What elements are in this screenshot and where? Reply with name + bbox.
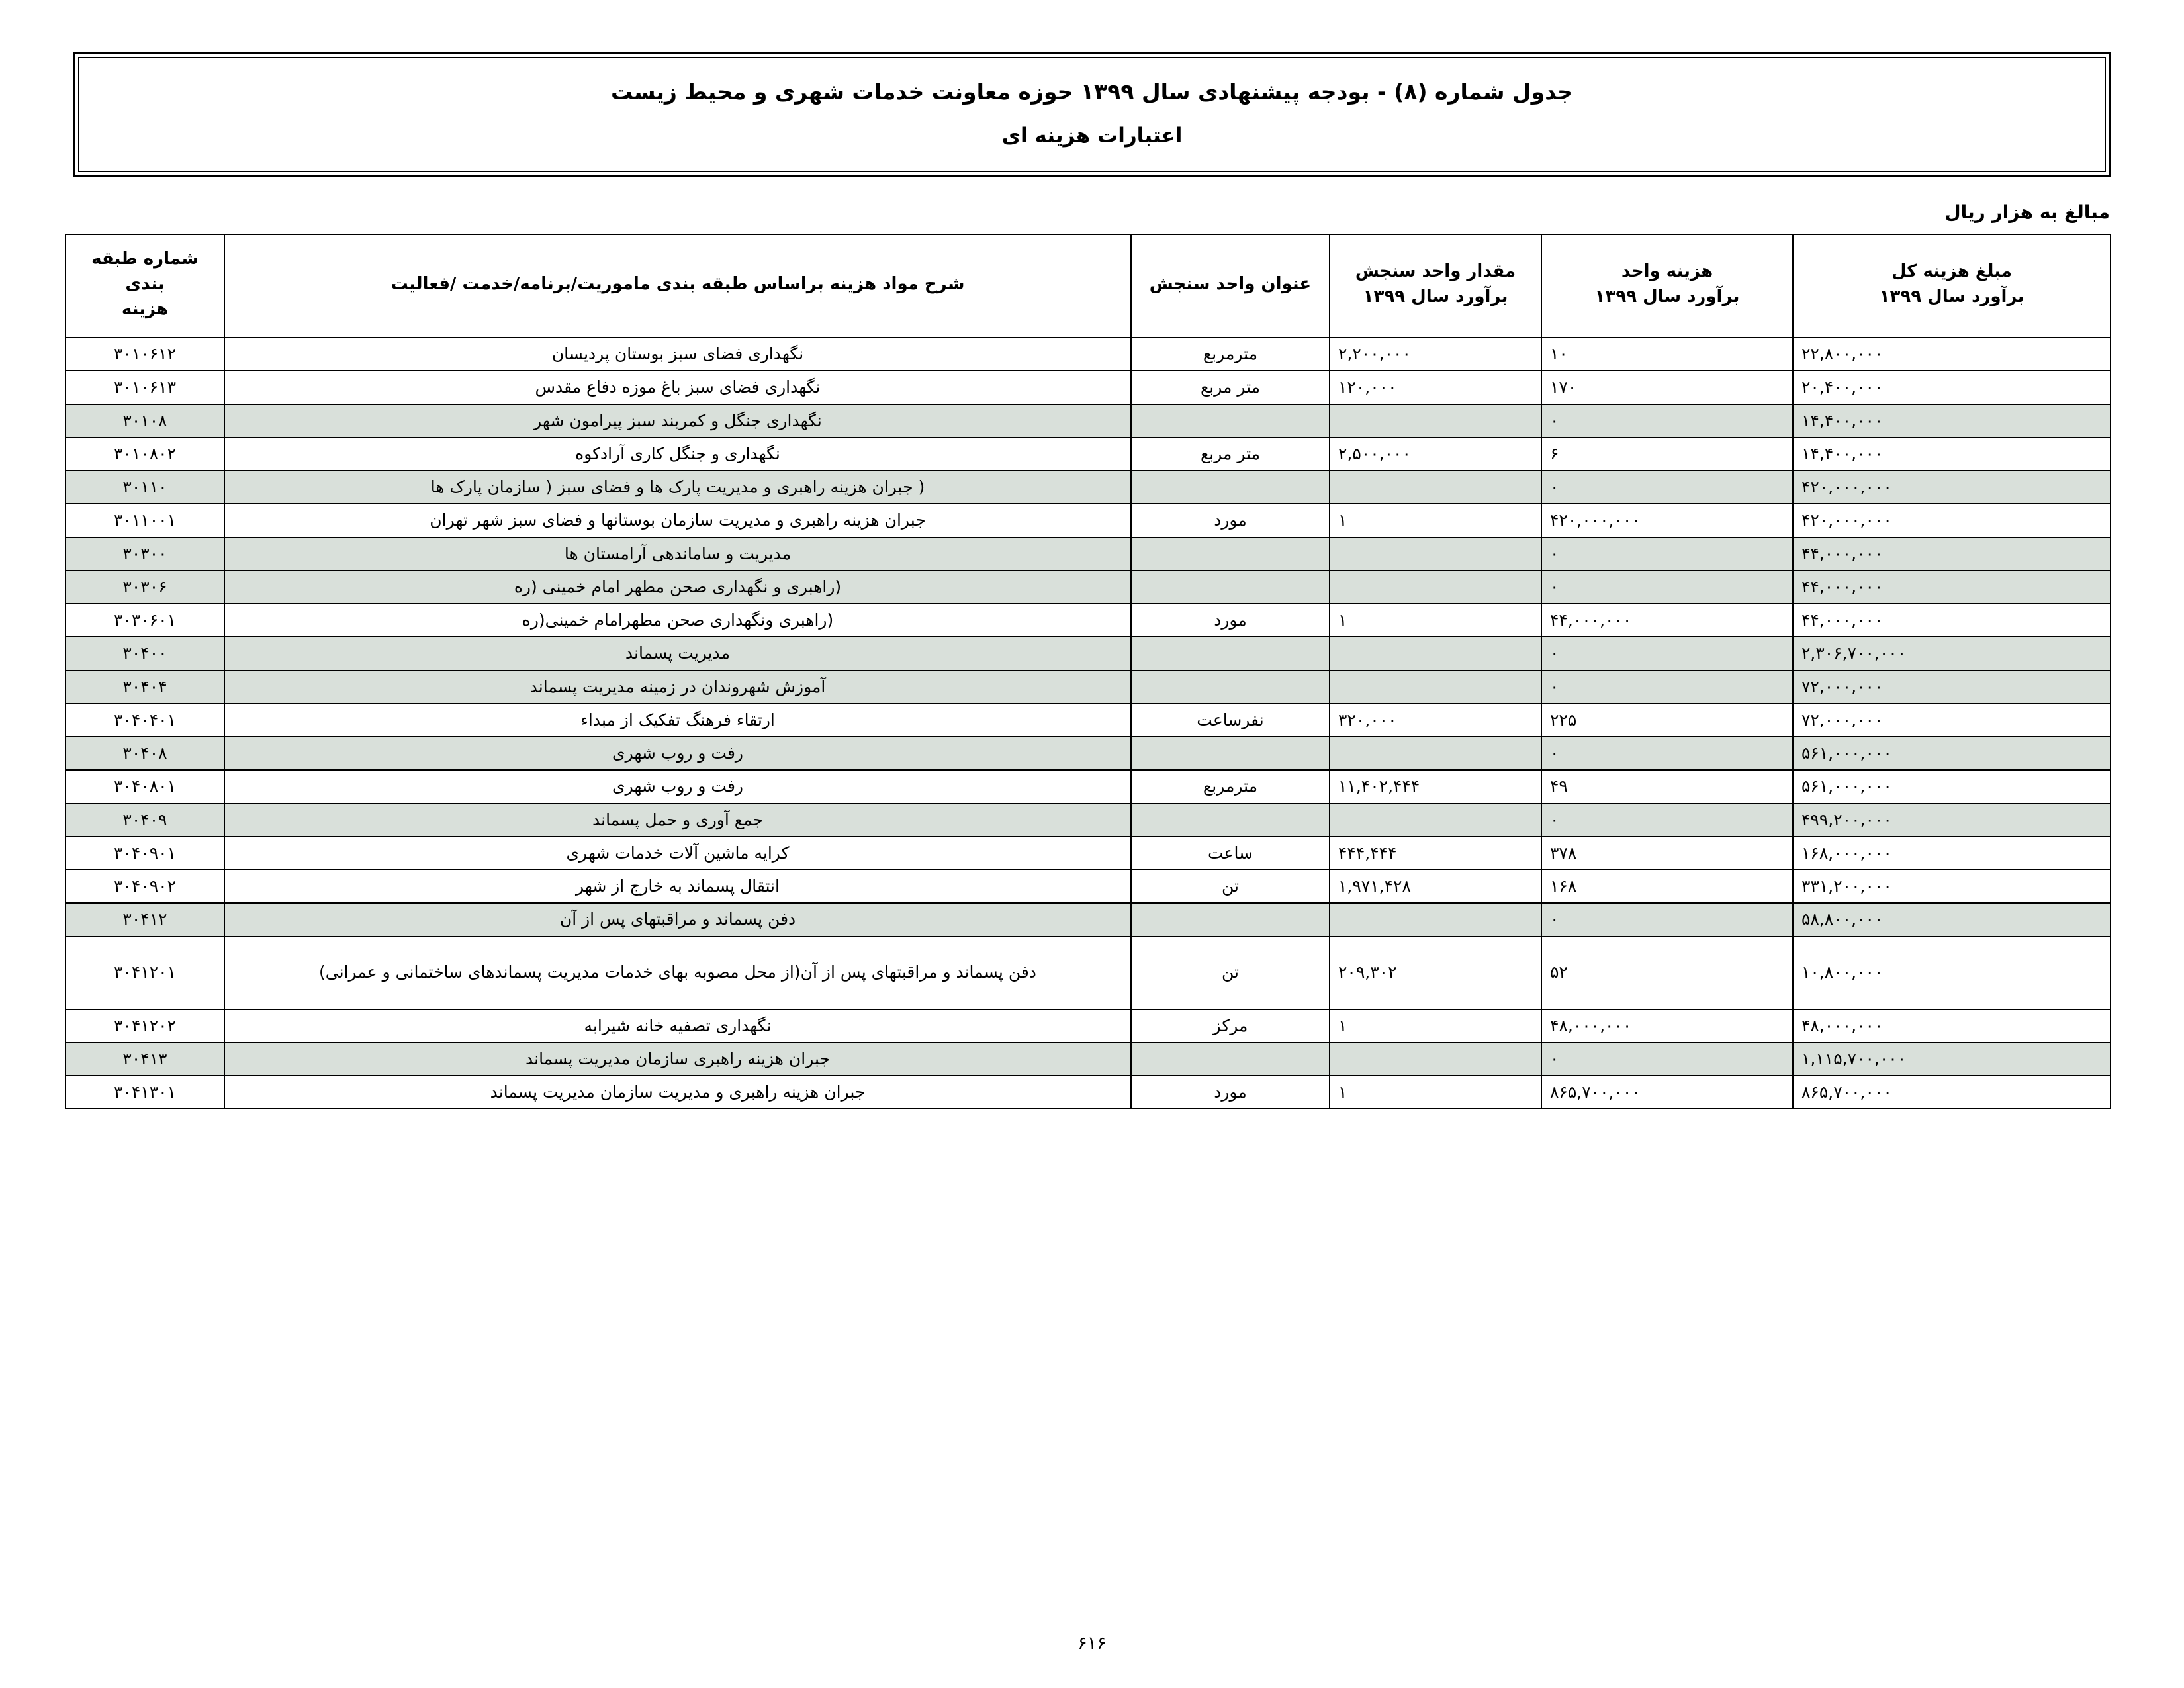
cell-unit-title: [1131, 471, 1330, 504]
cell-unit-title: تن: [1131, 870, 1330, 903]
cell-unit-cost: ۰: [1541, 671, 1793, 704]
cell-description: رفت و روب شهری: [224, 770, 1131, 803]
cell-quantity: [1330, 671, 1541, 704]
table-header-row: [66, 234, 2111, 338]
cell-unit-cost: ۰: [1541, 737, 1793, 770]
cell-code: ۳۰۴۰۸۰۱: [66, 770, 224, 803]
cell-description: نگهداری جنگل و کمربند سبز پیرامون شهر: [224, 404, 1131, 438]
cell-quantity: [1330, 637, 1541, 670]
cell-code: ۳۰۱۱۰: [66, 471, 224, 504]
cell-description: (راهبری و نگهداری صحن مطهر امام خمینی (ره: [224, 571, 1131, 604]
column-header-total-cost-main: مبلغ هزینه کل: [1891, 261, 2012, 282]
currency-unit-note: مبالغ به هزار ریال: [1944, 201, 2110, 223]
column-header-unit-cost-main: هزینه واحد: [1621, 261, 1713, 282]
table-row: [66, 404, 2111, 438]
table-body: [66, 338, 2111, 1109]
cell-description: ( جبران هزینه راهبری و مدیریت پارک ها و فضای سبز ( سازمان پارک ها: [224, 471, 1131, 504]
cell-unit-cost: ۰: [1541, 903, 1793, 936]
table-row: [66, 1009, 2111, 1043]
cell-unit-title: [1131, 1043, 1330, 1076]
cell-total-cost: ۴۲۰,۰۰۰,۰۰۰: [1793, 471, 2111, 504]
cell-unit-cost: ۴۹: [1541, 770, 1793, 803]
column-header-code-sub: هزینه: [121, 299, 169, 319]
cell-code: ۳۰۴۰۴: [66, 671, 224, 704]
cell-code: ۳۰۴۰۹: [66, 804, 224, 837]
cell-unit-title: [1131, 737, 1330, 770]
cell-quantity: [1330, 471, 1541, 504]
cell-unit-title: مرکز: [1131, 1009, 1330, 1043]
table-row: [66, 471, 2111, 504]
cell-unit-title: [1131, 404, 1330, 438]
cell-unit-cost: ۴۲۰,۰۰۰,۰۰۰: [1541, 504, 1793, 537]
table-row: [66, 770, 2111, 803]
cell-description: رفت و روب شهری: [224, 737, 1131, 770]
cell-description: مدیریت پسماند: [224, 637, 1131, 670]
cell-code: ۳۰۳۰۶۰۱: [66, 604, 224, 637]
table-header: [66, 234, 2111, 338]
cell-unit-title: تن: [1131, 937, 1330, 1009]
title-box-inner: [78, 57, 2106, 172]
cell-quantity: [1330, 571, 1541, 604]
cell-unit-title: [1131, 571, 1330, 604]
table-row: [66, 737, 2111, 770]
cell-description: دفن پسماند و مراقبتهای پس از آن: [224, 903, 1131, 936]
cell-description: دفن پسماند و مراقبتهای پس از آن(از محل مصوبه بهای خدمات مدیریت پسماندهای ساختمانی و عمرانی): [224, 937, 1131, 1009]
cell-description: انتقال پسماند به خارج از شهر: [224, 870, 1131, 903]
cell-quantity: ۲۰۹,۳۰۲: [1330, 937, 1541, 1009]
cell-unit-cost: ۰: [1541, 637, 1793, 670]
table-row: [66, 571, 2111, 604]
cell-total-cost: ۱۴,۴۰۰,۰۰۰: [1793, 438, 2111, 471]
table-row: [66, 637, 2111, 670]
cell-total-cost: ۸۶۵,۷۰۰,۰۰۰: [1793, 1076, 2111, 1109]
cell-code: ۳۰۱۱۰۰۱: [66, 504, 224, 537]
table-row: [66, 371, 2111, 404]
cell-quantity: ۱: [1330, 604, 1541, 637]
cell-unit-title: متر مربع: [1131, 371, 1330, 404]
table-row: [66, 870, 2111, 903]
cell-unit-cost: ۰: [1541, 538, 1793, 571]
column-header-description: [224, 234, 1131, 338]
cell-total-cost: ۷۲,۰۰۰,۰۰۰: [1793, 704, 2111, 737]
cell-unit-cost: ۴۸,۰۰۰,۰۰۰: [1541, 1009, 1793, 1043]
cell-quantity: ۴۴۴,۴۴۴: [1330, 837, 1541, 870]
column-header-quantity: [1330, 234, 1541, 338]
cell-code: ۳۰۴۱۲: [66, 903, 224, 936]
cell-description: مدیریت و ساماندهی آرامستان ها: [224, 538, 1131, 571]
cell-quantity: [1330, 1043, 1541, 1076]
cell-total-cost: ۴۲۰,۰۰۰,۰۰۰: [1793, 504, 2111, 537]
cell-total-cost: ۱۶۸,۰۰۰,۰۰۰: [1793, 837, 2111, 870]
document-subtitle: اعتبارات هزینه ای: [1001, 123, 1183, 148]
column-header-total-cost: [1793, 234, 2111, 338]
cell-description: آموزش شهروندان در زمینه مدیریت پسماند: [224, 671, 1131, 704]
cell-unit-title: [1131, 671, 1330, 704]
cell-description: نگهداری فضای سبز بوستان پردیسان: [224, 338, 1131, 371]
cell-total-cost: ۴۴,۰۰۰,۰۰۰: [1793, 571, 2111, 604]
cell-unit-title: [1131, 637, 1330, 670]
cell-total-cost: ۵۶۱,۰۰۰,۰۰۰: [1793, 770, 2111, 803]
cell-quantity: ۱: [1330, 1009, 1541, 1043]
cell-unit-cost: ۳۷۸: [1541, 837, 1793, 870]
document-title: جدول شماره (۸) - بودجه پیشنهادی سال ۱۳۹۹ حوزه معاونت خدمات شهری و محیط زیست: [611, 79, 1573, 105]
cell-description: کرایه ماشین آلات خدمات شهری: [224, 837, 1131, 870]
cell-code: ۳۰۴۰۴۰۱: [66, 704, 224, 737]
cell-quantity: ۱: [1330, 1076, 1541, 1109]
cell-unit-cost: ۰: [1541, 404, 1793, 438]
cell-code: ۳۰۱۰۸: [66, 404, 224, 438]
column-header-unit-title-main: عنوان واحد سنجش: [1149, 274, 1312, 295]
cell-quantity: [1330, 903, 1541, 936]
cell-description: نگهداری و جنگل کاری آرادکوه: [224, 438, 1131, 471]
column-header-unit-cost: [1541, 234, 1793, 338]
cell-unit-cost: ۲۲۵: [1541, 704, 1793, 737]
cell-total-cost: ۲۰,۴۰۰,۰۰۰: [1793, 371, 2111, 404]
cell-unit-title: [1131, 903, 1330, 936]
cell-code: ۳۰۴۰۸: [66, 737, 224, 770]
column-header-code-main: شماره طبقه بندی: [91, 249, 199, 295]
cell-unit-cost: ۰: [1541, 471, 1793, 504]
budget-table: [65, 234, 2111, 1109]
column-header-quantity-main: مقدار واحد سنجش: [1355, 261, 1516, 282]
cell-code: ۳۰۱۰۶۱۳: [66, 371, 224, 404]
cell-description: جبران هزینه راهبری سازمان مدیریت پسماند: [224, 1043, 1131, 1076]
cell-unit-title: مترمربع: [1131, 770, 1330, 803]
cell-code: ۳۰۳۰۰: [66, 538, 224, 571]
cell-unit-cost: ۴۴,۰۰۰,۰۰۰: [1541, 604, 1793, 637]
table-row: [66, 1076, 2111, 1109]
column-header-description-main: شرح مواد هزینه براساس طبقه بندی ماموریت/برنامه/خدمت /فعالیت: [390, 274, 965, 295]
cell-unit-title: نفرساعت: [1131, 704, 1330, 737]
table-row: [66, 671, 2111, 704]
cell-total-cost: ۴۹۹,۲۰۰,۰۰۰: [1793, 804, 2111, 837]
column-header-unit-cost-sub: برآورد سال ۱۳۹۹: [1594, 287, 1740, 306]
cell-unit-cost: ۰: [1541, 804, 1793, 837]
cell-unit-cost: ۱۷۰: [1541, 371, 1793, 404]
cell-quantity: ۳۲۰,۰۰۰: [1330, 704, 1541, 737]
table-row: [66, 538, 2111, 571]
cell-unit-title: مورد: [1131, 504, 1330, 537]
cell-unit-title: مورد: [1131, 1076, 1330, 1109]
cell-unit-title: [1131, 804, 1330, 837]
cell-description: جبران هزینه راهبری و مدیریت سازمان مدیریت پسماند: [224, 1076, 1131, 1109]
cell-unit-cost: ۵۲: [1541, 937, 1793, 1009]
cell-code: ۳۰۴۰۹۰۲: [66, 870, 224, 903]
table-row: [66, 903, 2111, 936]
cell-quantity: ۲,۲۰۰,۰۰۰: [1330, 338, 1541, 371]
table-row: [66, 504, 2111, 537]
column-header-code: [66, 234, 224, 338]
cell-code: ۳۰۱۰۸۰۲: [66, 438, 224, 471]
column-header-quantity-sub: برآورد سال ۱۳۹۹: [1363, 287, 1508, 306]
cell-unit-cost: ۰: [1541, 1043, 1793, 1076]
cell-quantity: ۱: [1330, 504, 1541, 537]
cell-description: ارتقاء فرهنگ تفکیک از مبداء: [224, 704, 1131, 737]
cell-code: ۳۰۴۰۰: [66, 637, 224, 670]
cell-total-cost: ۴۴,۰۰۰,۰۰۰: [1793, 538, 2111, 571]
table-row: [66, 1043, 2111, 1076]
table-row: [66, 937, 2111, 1009]
cell-unit-cost: ۶: [1541, 438, 1793, 471]
cell-unit-cost: ۰: [1541, 571, 1793, 604]
cell-code: ۳۰۴۱۲۰۱: [66, 937, 224, 1009]
cell-quantity: [1330, 404, 1541, 438]
cell-total-cost: ۲,۳۰۶,۷۰۰,۰۰۰: [1793, 637, 2111, 670]
cell-code: ۳۰۳۰۶: [66, 571, 224, 604]
cell-code: ۳۰۴۰۹۰۱: [66, 837, 224, 870]
table-row: [66, 338, 2111, 371]
table-row: [66, 804, 2111, 837]
cell-description: جمع آوری و حمل پسماند: [224, 804, 1131, 837]
cell-total-cost: ۱۰,۸۰۰,۰۰۰: [1793, 937, 2111, 1009]
title-box: [73, 52, 2111, 177]
cell-total-cost: ۱,۱۱۵,۷۰۰,۰۰۰: [1793, 1043, 2111, 1076]
cell-code: ۳۰۱۰۶۱۲: [66, 338, 224, 371]
cell-code: ۳۰۴۱۳: [66, 1043, 224, 1076]
table-row: [66, 604, 2111, 637]
cell-total-cost: ۳۳۱,۲۰۰,۰۰۰: [1793, 870, 2111, 903]
table-row: [66, 704, 2111, 737]
cell-unit-title: مترمربع: [1131, 338, 1330, 371]
cell-total-cost: ۵۶۱,۰۰۰,۰۰۰: [1793, 737, 2111, 770]
cell-unit-cost: ۱۰: [1541, 338, 1793, 371]
cell-unit-title: [1131, 538, 1330, 571]
column-header-total-cost-sub: برآورد سال ۱۳۹۹: [1879, 287, 2025, 306]
cell-description: نگهداری تصفیه خانه شیرابه: [224, 1009, 1131, 1043]
cell-quantity: ۲,۵۰۰,۰۰۰: [1330, 438, 1541, 471]
cell-total-cost: ۲۲,۸۰۰,۰۰۰: [1793, 338, 2111, 371]
cell-quantity: [1330, 804, 1541, 837]
cell-quantity: [1330, 737, 1541, 770]
cell-quantity: ۱۱,۴۰۲,۴۴۴: [1330, 770, 1541, 803]
table-row: [66, 837, 2111, 870]
cell-quantity: [1330, 538, 1541, 571]
table-row: [66, 438, 2111, 471]
cell-quantity: ۱۲۰,۰۰۰: [1330, 371, 1541, 404]
cell-code: ۳۰۴۱۳۰۱: [66, 1076, 224, 1109]
cell-quantity: ۱,۹۷۱,۴۲۸: [1330, 870, 1541, 903]
cell-total-cost: ۴۸,۰۰۰,۰۰۰: [1793, 1009, 2111, 1043]
cell-unit-cost: ۸۶۵,۷۰۰,۰۰۰: [1541, 1076, 1793, 1109]
cell-total-cost: ۱۴,۴۰۰,۰۰۰: [1793, 404, 2111, 438]
cell-total-cost: ۷۲,۰۰۰,۰۰۰: [1793, 671, 2111, 704]
cell-description: نگهداری فضای سبز باغ موزه دفاع مقدس: [224, 371, 1131, 404]
column-header-unit-title: [1131, 234, 1330, 338]
cell-description: جبران هزینه راهبری و مدیریت سازمان بوستانها و فضای سبز شهر تهران: [224, 504, 1131, 537]
cell-total-cost: ۴۴,۰۰۰,۰۰۰: [1793, 604, 2111, 637]
cell-unit-title: متر مربع: [1131, 438, 1330, 471]
cell-description: (راهبری ونگهداری صحن مطهرامام خمینی(ره: [224, 604, 1131, 637]
cell-code: ۳۰۴۱۲۰۲: [66, 1009, 224, 1043]
cell-unit-title: ساعت: [1131, 837, 1330, 870]
cell-total-cost: ۵۸,۸۰۰,۰۰۰: [1793, 903, 2111, 936]
page-number: ۶۱۶: [1077, 1633, 1107, 1654]
cell-unit-title: مورد: [1131, 604, 1330, 637]
cell-unit-cost: ۱۶۸: [1541, 870, 1793, 903]
